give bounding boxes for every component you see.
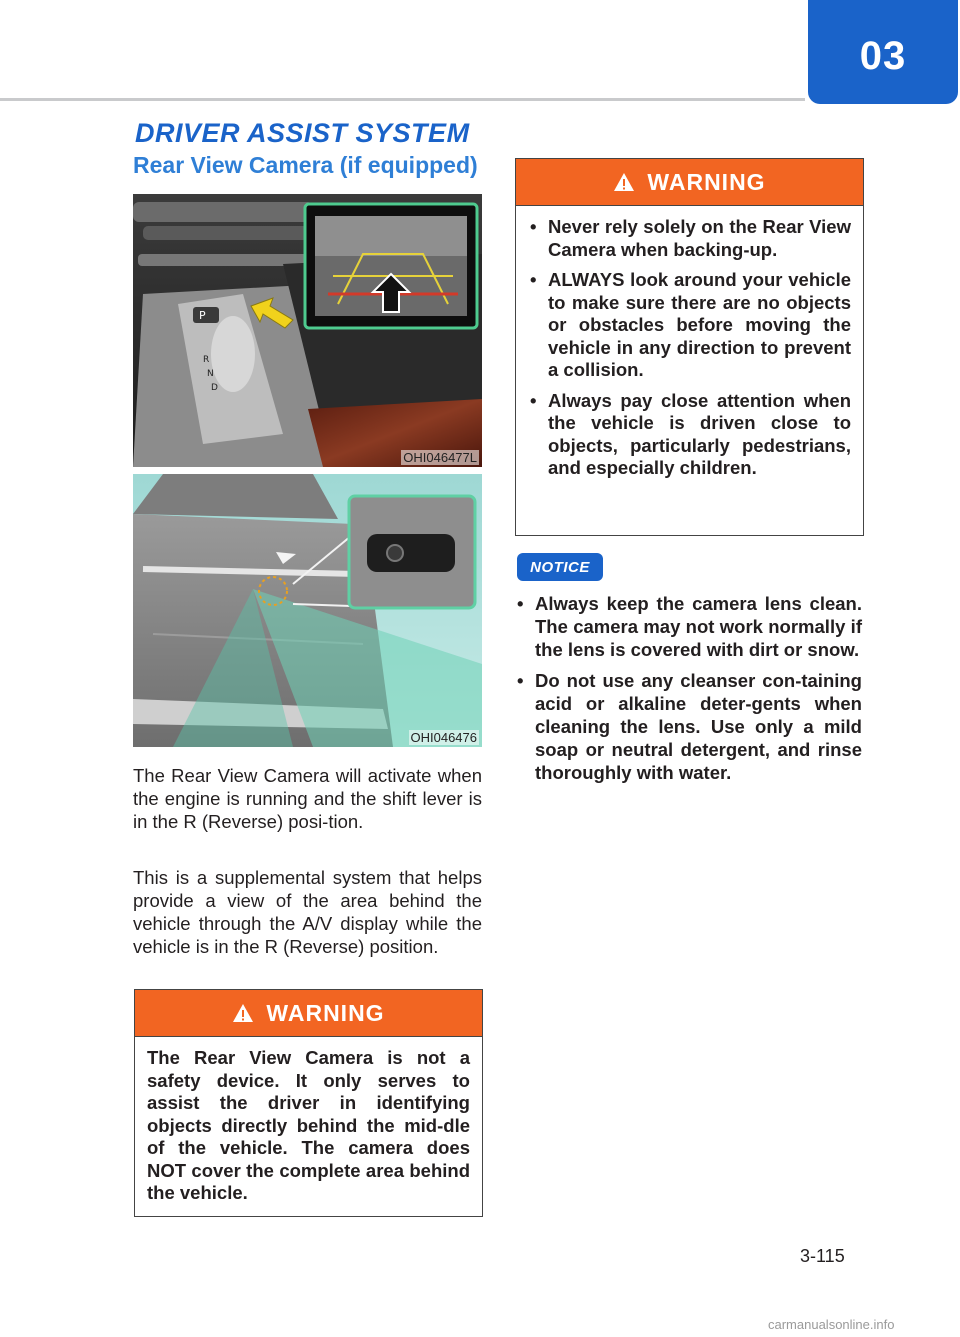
warning-triangle-icon <box>613 172 635 192</box>
warning-triangle-icon <box>232 1003 254 1023</box>
figure-rear-camera <box>133 474 482 747</box>
paragraph-1: The Rear View Camera will activate when the engine is running and the shift lever is in the R (Reverse) posi-tion. <box>133 765 482 832</box>
warning-box-camera <box>134 989 483 1217</box>
warning-label: WARNING <box>266 999 385 1026</box>
warning-list <box>528 216 851 480</box>
warning-box-backing <box>515 158 864 536</box>
notice-list <box>515 592 862 784</box>
svg-text:D: D <box>211 383 218 393</box>
notice-item: • Do not use any cleanser con-taining acid or alkaline deter-gents when cleaning the lens. Use only a mild soap or neutral detergent, and rinse thoroughly with water. <box>515 669 862 784</box>
section-title: DRIVER ASSIST SYSTEM <box>135 118 470 148</box>
warning-header <box>135 990 482 1037</box>
figure2-code: OHI046476 <box>410 730 477 745</box>
svg-text:P: P <box>199 309 206 322</box>
notice-badge: NOTICE <box>517 553 603 581</box>
chapter-tab <box>808 0 958 104</box>
warning-text: The Rear View Camera is not a safety device. It only serves to assist the driver in identifying objects directly behind the mid-dle of the vehicle. The camera does NOT cover the complete area behind the vehicle. <box>147 1047 470 1203</box>
watermark: carmanualsonline.info <box>768 1317 895 1332</box>
figure-shift-lever <box>133 194 482 467</box>
warning-label: WARNING <box>647 168 766 195</box>
page-number: 3-115 <box>800 1246 845 1266</box>
paragraph-2: This is a supplemental system that helps provide a view of the area behind the vehicle through the A/V display while the vehicle is in the R (Reverse) position. <box>133 867 482 957</box>
warning-item: • Always pay close attention when the vehicle is driven close to objects, particularly pedestrians, and especially children. <box>528 390 851 480</box>
header-rule <box>0 98 805 101</box>
warning-item: • ALWAYS look around your vehicle to make sure there are no objects or obstacles before moving the vehicle in any direction to prevent a collision. <box>528 269 851 382</box>
warning-item: • Never rely solely on the Rear View Camera when backing-up. <box>528 216 851 261</box>
page-heading: Rear View Camera (if equipped) <box>133 152 478 178</box>
warning-header <box>516 159 863 206</box>
chapter-number: 03 <box>859 33 907 78</box>
notice-item: • Always keep the camera lens clean. The camera may not work normally if the lens is covered with dirt or snow. <box>515 592 862 661</box>
figure1-code: OHI046477L <box>403 450 477 465</box>
svg-text:N: N <box>207 369 214 379</box>
svg-text:R: R <box>203 355 210 365</box>
